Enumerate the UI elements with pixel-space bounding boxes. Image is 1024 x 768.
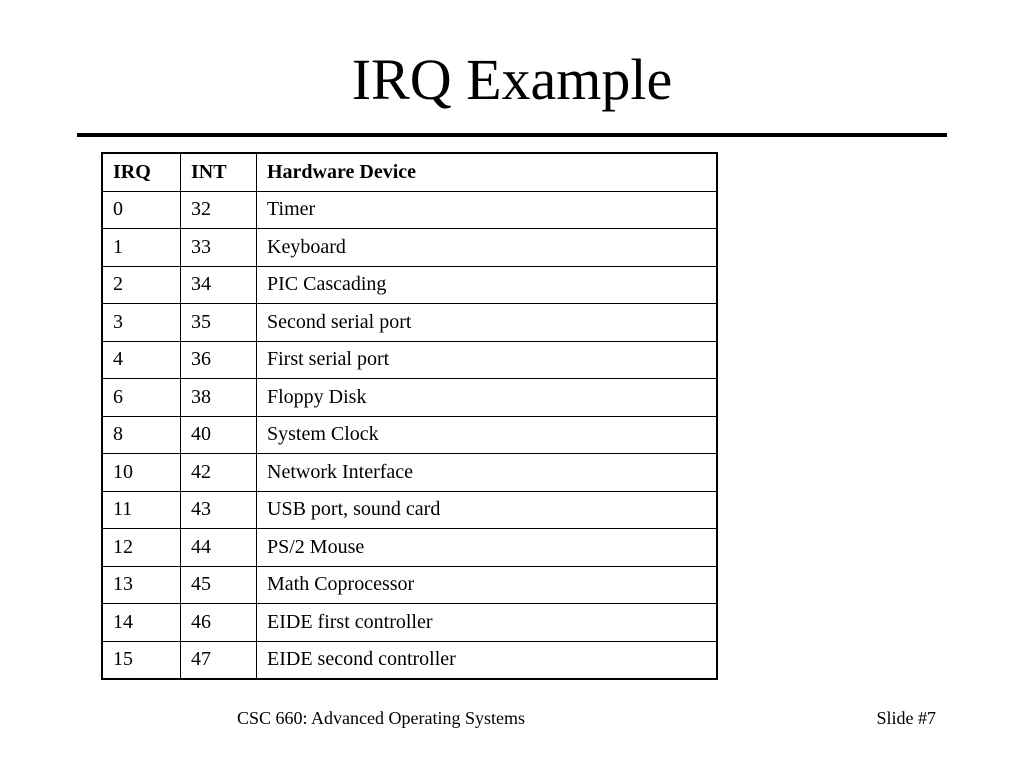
cell-device: System Clock bbox=[257, 416, 718, 454]
footer-slide-number: Slide #7 bbox=[876, 708, 936, 728]
header-irq: IRQ bbox=[102, 153, 181, 191]
cell-irq: 1 bbox=[102, 229, 181, 267]
cell-device: USB port, sound card bbox=[257, 491, 718, 529]
table-row bbox=[102, 341, 717, 379]
cell-irq: 0 bbox=[102, 191, 181, 229]
cell-device: EIDE second controller bbox=[257, 641, 718, 679]
cell-irq: 14 bbox=[102, 604, 181, 642]
cell-device: Timer bbox=[257, 191, 718, 229]
cell-device: Second serial port bbox=[257, 304, 718, 342]
cell-irq: 10 bbox=[102, 454, 181, 492]
cell-device: Network Interface bbox=[257, 454, 718, 492]
slide-title: IRQ Example bbox=[351, 47, 673, 112]
cell-device: Keyboard bbox=[257, 229, 718, 267]
cell-int: 38 bbox=[181, 379, 257, 417]
cell-irq: 3 bbox=[102, 304, 181, 342]
table-row bbox=[102, 454, 717, 492]
table-row bbox=[102, 641, 717, 679]
cell-device: EIDE first controller bbox=[257, 604, 718, 642]
table-row bbox=[102, 229, 717, 267]
cell-int: 33 bbox=[181, 229, 257, 267]
cell-int: 44 bbox=[181, 529, 257, 567]
cell-irq: 11 bbox=[102, 491, 181, 529]
table-row bbox=[102, 379, 717, 417]
cell-device: PIC Cascading bbox=[257, 266, 718, 304]
cell-int: 47 bbox=[181, 641, 257, 679]
cell-int: 34 bbox=[181, 266, 257, 304]
cell-int: 32 bbox=[181, 191, 257, 229]
cell-int: 43 bbox=[181, 491, 257, 529]
table-row bbox=[102, 416, 717, 454]
table-row bbox=[102, 266, 717, 304]
cell-device: Floppy Disk bbox=[257, 379, 718, 417]
cell-device: First serial port bbox=[257, 341, 718, 379]
cell-int: 42 bbox=[181, 454, 257, 492]
footer-course-title: CSC 660: Advanced Operating Systems bbox=[237, 708, 525, 728]
cell-irq: 12 bbox=[102, 529, 181, 567]
table-row bbox=[102, 529, 717, 567]
header-int: INT bbox=[181, 153, 257, 191]
cell-irq: 15 bbox=[102, 641, 181, 679]
cell-int: 45 bbox=[181, 566, 257, 604]
cell-irq: 6 bbox=[102, 379, 181, 417]
table-row bbox=[102, 304, 717, 342]
table-row bbox=[102, 491, 717, 529]
title-divider bbox=[77, 133, 947, 137]
cell-irq: 4 bbox=[102, 341, 181, 379]
cell-irq: 8 bbox=[102, 416, 181, 454]
cell-device: PS/2 Mouse bbox=[257, 529, 718, 567]
cell-irq: 13 bbox=[102, 566, 181, 604]
cell-int: 46 bbox=[181, 604, 257, 642]
cell-irq: 2 bbox=[102, 266, 181, 304]
table-row bbox=[102, 604, 717, 642]
cell-int: 40 bbox=[181, 416, 257, 454]
cell-int: 35 bbox=[181, 304, 257, 342]
irq-table bbox=[101, 152, 718, 680]
table-header-row bbox=[102, 153, 717, 191]
table-row bbox=[102, 566, 717, 604]
table-row bbox=[102, 191, 717, 229]
cell-int: 36 bbox=[181, 341, 257, 379]
cell-device: Math Coprocessor bbox=[257, 566, 718, 604]
header-hardware-device: Hardware Device bbox=[257, 153, 718, 191]
